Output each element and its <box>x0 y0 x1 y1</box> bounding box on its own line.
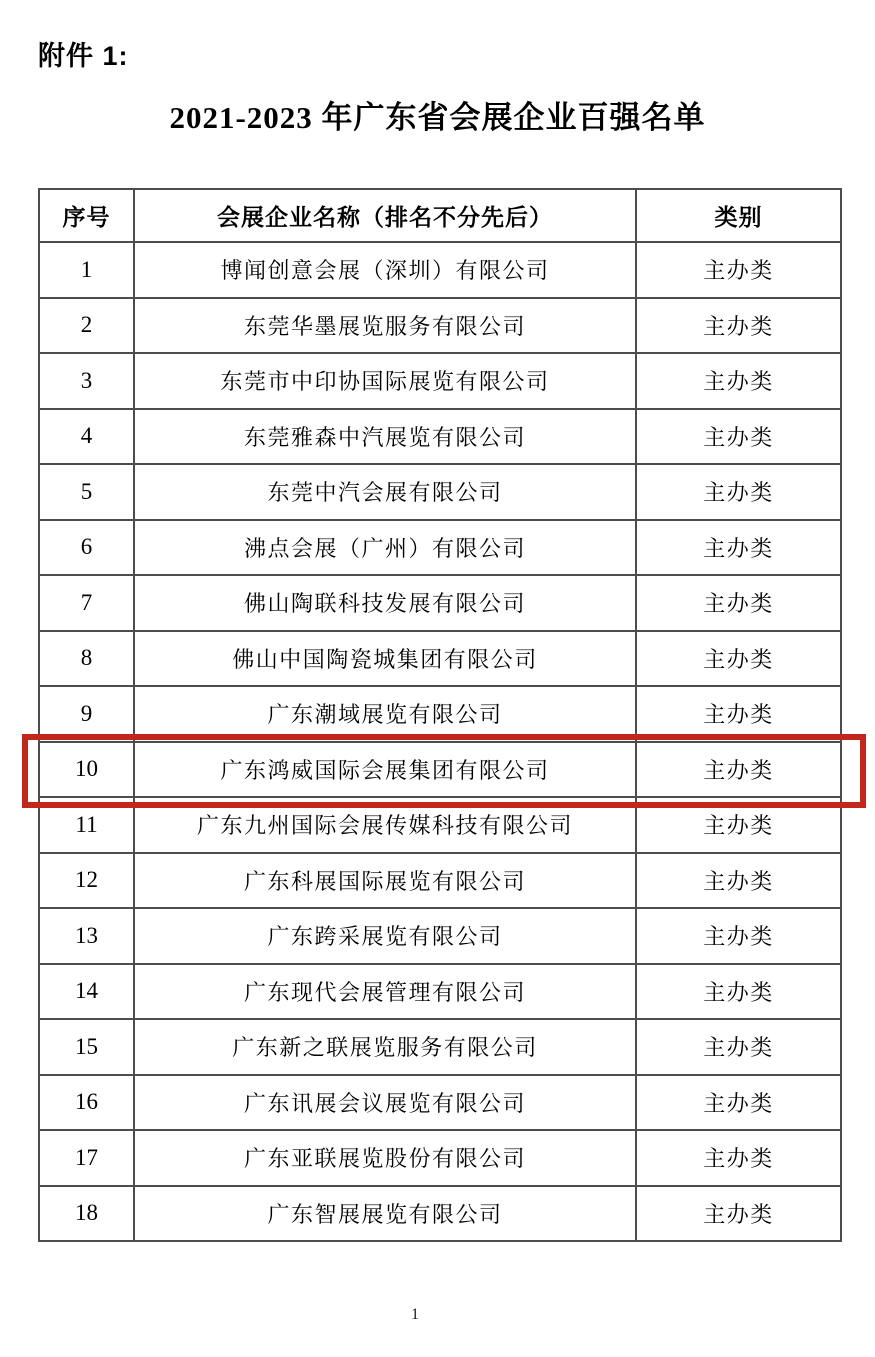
cell-name: 广东鸿威国际会展集团有限公司 <box>134 742 636 798</box>
table-row <box>39 1019 841 1075</box>
table-row <box>39 1186 841 1242</box>
cell-name: 广东九州国际会展传媒科技有限公司 <box>134 797 636 853</box>
table-row <box>39 797 841 853</box>
cell-name: 沸点会展（广州）有限公司 <box>134 520 636 576</box>
cell-no: 4 <box>39 409 134 465</box>
page-number: 1 <box>411 1306 419 1323</box>
cell-no: 1 <box>39 242 134 298</box>
cell-no: 11 <box>39 797 134 853</box>
table-row <box>39 908 841 964</box>
cell-category: 主办类 <box>636 298 841 354</box>
table-row <box>39 1075 841 1131</box>
attachment-label: 附件 1: <box>38 41 129 71</box>
table-row <box>39 742 841 798</box>
cell-no: 15 <box>39 1019 134 1075</box>
cell-category: 主办类 <box>636 686 841 742</box>
header-cell-category: 类别 <box>636 189 841 242</box>
table-row <box>39 353 841 409</box>
cell-no: 3 <box>39 353 134 409</box>
cell-name: 广东现代会展管理有限公司 <box>134 964 636 1020</box>
cell-no: 18 <box>39 1186 134 1242</box>
table-row <box>39 853 841 909</box>
header-cell-no: 序号 <box>39 189 134 242</box>
cell-category: 主办类 <box>636 353 841 409</box>
cell-no: 17 <box>39 1130 134 1186</box>
cell-category: 主办类 <box>636 409 841 465</box>
cell-no: 13 <box>39 908 134 964</box>
table-row <box>39 520 841 576</box>
cell-category: 主办类 <box>636 520 841 576</box>
cell-category: 主办类 <box>636 964 841 1020</box>
companies-table <box>38 188 842 1242</box>
cell-name: 博闻创意会展（深圳）有限公司 <box>134 242 636 298</box>
cell-name: 东莞雅森中汽展览有限公司 <box>134 409 636 465</box>
cell-name: 广东跨采展览有限公司 <box>134 908 636 964</box>
cell-no: 8 <box>39 631 134 687</box>
cell-category: 主办类 <box>636 797 841 853</box>
cell-category: 主办类 <box>636 1130 841 1186</box>
cell-name: 佛山陶联科技发展有限公司 <box>134 575 636 631</box>
table-row <box>39 298 841 354</box>
cell-name: 广东亚联展览股份有限公司 <box>134 1130 636 1186</box>
cell-no: 9 <box>39 686 134 742</box>
table-row <box>39 631 841 687</box>
cell-no: 2 <box>39 298 134 354</box>
cell-category: 主办类 <box>636 242 841 298</box>
document-title: 2021-2023 年广东省会展企业百强名单 <box>169 100 706 135</box>
table-row <box>39 575 841 631</box>
table-body <box>39 242 841 1241</box>
cell-name: 佛山中国陶瓷城集团有限公司 <box>134 631 636 687</box>
cell-category: 主办类 <box>636 575 841 631</box>
cell-name: 广东科展国际展览有限公司 <box>134 853 636 909</box>
cell-name: 东莞市中印协国际展览有限公司 <box>134 353 636 409</box>
cell-name: 广东新之联展览服务有限公司 <box>134 1019 636 1075</box>
cell-category: 主办类 <box>636 1019 841 1075</box>
table-row <box>39 1130 841 1186</box>
cell-name: 东莞中汽会展有限公司 <box>134 464 636 520</box>
table-row <box>39 464 841 520</box>
cell-name: 东莞华墨展览服务有限公司 <box>134 298 636 354</box>
cell-no: 10 <box>39 742 134 798</box>
cell-name: 广东智展展览有限公司 <box>134 1186 636 1242</box>
header-cell-name: 会展企业名称（排名不分先后） <box>134 189 636 242</box>
table-row <box>39 686 841 742</box>
table-row <box>39 964 841 1020</box>
cell-name: 广东讯展会议展览有限公司 <box>134 1075 636 1131</box>
cell-category: 主办类 <box>636 1186 841 1242</box>
cell-no: 16 <box>39 1075 134 1131</box>
table-row <box>39 242 841 298</box>
table-header-row <box>39 189 841 242</box>
table-row <box>39 409 841 465</box>
cell-category: 主办类 <box>636 464 841 520</box>
cell-no: 14 <box>39 964 134 1020</box>
cell-category: 主办类 <box>636 742 841 798</box>
cell-category: 主办类 <box>636 631 841 687</box>
cell-no: 5 <box>39 464 134 520</box>
cell-category: 主办类 <box>636 1075 841 1131</box>
cell-no: 12 <box>39 853 134 909</box>
cell-name: 广东潮域展览有限公司 <box>134 686 636 742</box>
cell-category: 主办类 <box>636 908 841 964</box>
cell-category: 主办类 <box>636 853 841 909</box>
cell-no: 6 <box>39 520 134 576</box>
cell-no: 7 <box>39 575 134 631</box>
